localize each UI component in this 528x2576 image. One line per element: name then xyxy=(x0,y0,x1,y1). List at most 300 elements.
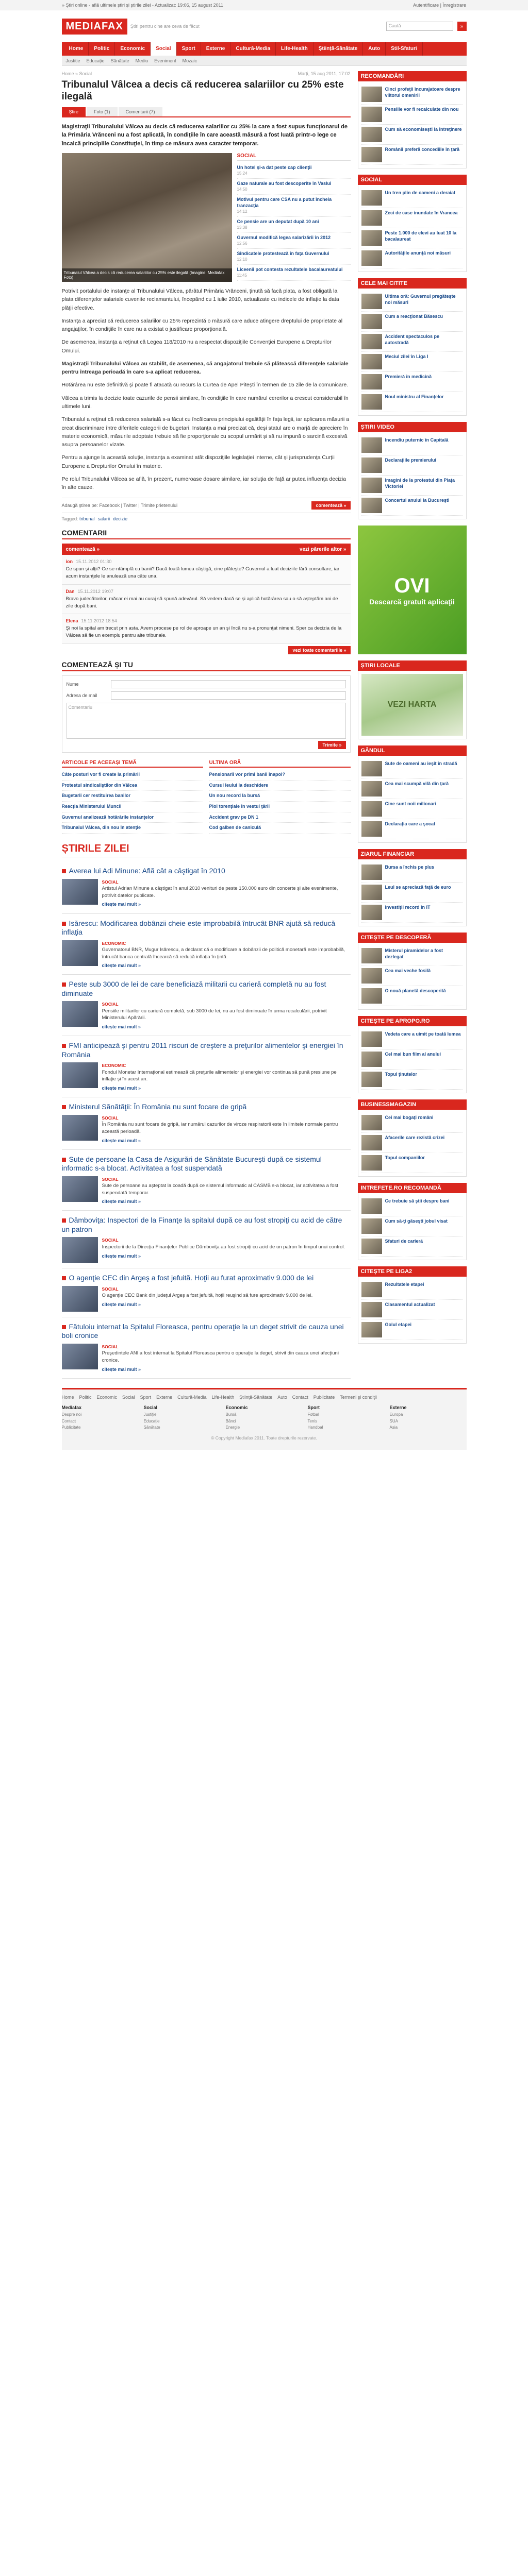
footer-link[interactable]: Contact xyxy=(292,1394,308,1400)
subnav-item-3[interactable]: Mediu xyxy=(135,58,148,63)
subnav-item-5[interactable]: Mozaic xyxy=(182,58,197,63)
sidebar-item-title[interactable]: Noul ministru al Finanţelor xyxy=(385,394,444,399)
story-category: SOCIAL xyxy=(102,1002,119,1007)
sidebar-item[interactable] xyxy=(361,105,463,125)
sidebar-item-title[interactable]: Ce trebuie să ştii despre bani xyxy=(385,1198,450,1204)
left-list-item[interactable]: Reacţia Ministerului Muncii xyxy=(62,802,203,812)
sidebar-box-aproape xyxy=(358,1016,467,1093)
read-more-link[interactable]: citește mai mult » xyxy=(102,1024,141,1030)
sidebar-item[interactable] xyxy=(361,819,463,839)
related-title[interactable]: Gaze naturale au fost descoperite în Vaslui xyxy=(237,181,332,187)
sidebar-item-title[interactable]: Cea mai scumpă vilă din ţară xyxy=(385,781,449,786)
bullet-icon xyxy=(62,1158,66,1162)
breadcrumb-path[interactable]: Home » Social xyxy=(61,71,92,76)
sidebar-item-title[interactable]: Topul companiilor xyxy=(385,1155,425,1160)
sidebar-item[interactable] xyxy=(361,799,463,819)
latest-list xyxy=(209,760,351,834)
sidebar-item[interactable] xyxy=(361,208,463,228)
view-comments-link[interactable]: vezi părerile altor » xyxy=(299,546,346,552)
sidebar-item[interactable] xyxy=(361,1133,463,1153)
read-more-link[interactable]: citește mai mult » xyxy=(102,1199,141,1205)
related-item[interactable] xyxy=(237,265,351,281)
comment-date: 15.11.2012 19:07 xyxy=(77,588,113,594)
story-item xyxy=(62,1268,351,1317)
header xyxy=(62,10,467,42)
sidebar-item-title[interactable]: Afacerile care rezistă crizei xyxy=(385,1135,445,1140)
sidebar-item[interactable] xyxy=(361,248,463,268)
left-list-item[interactable]: Câte posturi vor fi create la primării xyxy=(62,770,203,781)
sidebar-item[interactable] xyxy=(361,188,463,208)
footer-column-link[interactable]: SUA xyxy=(389,1418,398,1423)
sidebar-item[interactable] xyxy=(361,1153,463,1173)
story-item xyxy=(62,1211,351,1268)
sidebar-item-title[interactable]: Românii preferă concediile în ţară xyxy=(385,147,460,152)
thumbnail[interactable] xyxy=(361,437,382,453)
thumbnail[interactable] xyxy=(361,230,382,246)
sidebar-item[interactable] xyxy=(361,496,463,516)
sidebar-item[interactable] xyxy=(361,125,463,145)
story-summary: Inspectorii de la Direcţia Finanţelor Publice Dâmboviţa au fost stropiţi cu acid de un patron în timpul unui control. xyxy=(102,1244,345,1250)
comment-author xyxy=(66,589,346,594)
sidebar-item-title[interactable]: Zeci de case inundate în Vrancea xyxy=(385,210,458,215)
story-text xyxy=(102,1001,351,1030)
thumbnail[interactable] xyxy=(361,801,382,817)
thumbnail[interactable] xyxy=(361,821,382,837)
story-text xyxy=(102,1062,351,1092)
logo-subtitle: Știri pentru cine are ceva de făcut xyxy=(130,24,200,29)
search-input[interactable]: Caută xyxy=(386,22,453,31)
read-more-link[interactable]: citește mai mult » xyxy=(102,963,141,969)
nav-item-8[interactable]: Știință-Sănătate xyxy=(314,42,364,56)
thumbnail[interactable] xyxy=(361,190,382,206)
right-list-item[interactable]: Cod galben de caniculă xyxy=(209,823,351,834)
related-item[interactable] xyxy=(237,217,351,233)
tag-link[interactable]: decizie xyxy=(113,516,128,522)
sidebar-item[interactable] xyxy=(361,228,463,248)
paragraph: Potrivit portalului de instanţe al Tribunalului Vâlcea, pârâtul Primăria Vrănceni, ţinută să facă plata, a fost obligată la plata diferenţelor salariale cuvenite reclamantului, începând cu 1 iulie 2010, actualizate cu indicele de inflaţie la data plăţii efective. xyxy=(61,288,339,311)
read-more-link[interactable]: citește mai mult » xyxy=(102,1253,141,1259)
subnav-item-0[interactable]: Justiție xyxy=(65,58,80,63)
footer-column-link[interactable]: Fotbal xyxy=(307,1412,319,1417)
add-comment-link[interactable]: comentează » xyxy=(65,546,100,552)
related-title[interactable]: Liceenii pot contesta rezultatele bacalaureatului xyxy=(237,267,343,273)
submit-comment-button[interactable]: Trimite » xyxy=(318,741,345,749)
tag-link[interactable]: salarii xyxy=(97,516,110,522)
sidebar-item[interactable] xyxy=(361,986,463,1006)
tab-0[interactable]: Știre xyxy=(62,107,86,116)
sidebar-item[interactable] xyxy=(361,392,463,412)
nav-item-5[interactable]: Externe xyxy=(201,42,231,56)
thumbnail[interactable] xyxy=(361,968,382,984)
related-title[interactable]: Un hotel şi-a dat peste cap clienţii xyxy=(237,165,312,171)
footer-link[interactable]: Life-Health xyxy=(211,1394,235,1400)
thumbnail[interactable] xyxy=(361,354,382,369)
thumbnail[interactable] xyxy=(361,498,382,513)
sidebar-item-title[interactable]: Topul ţinutelor xyxy=(385,1072,417,1077)
footer-column-link[interactable]: Energie xyxy=(225,1425,240,1430)
story-title-text[interactable]: Isărescu: Modificarea dobânzii cheie este improbabilă întrucât BNR ajută să reducă inflaţia xyxy=(61,919,336,937)
story-title-text[interactable]: Averea lui Adi Minune: Află cât a câştigat în 2010 xyxy=(69,867,225,875)
sidebar-heading-video: ȘTIRI VIDEO xyxy=(358,422,467,432)
sidebar-item[interactable] xyxy=(361,352,463,372)
footer-link[interactable]: Externe xyxy=(156,1394,173,1400)
story-summary: În România nu sunt focare de gripă, iar numărul cazurilor de viroze respiratorii este în limitele normale pentru această perioadă. xyxy=(102,1122,338,1134)
article-photo[interactable] xyxy=(62,153,232,282)
footer-link[interactable]: Politic xyxy=(79,1394,92,1400)
comment-item xyxy=(62,585,351,615)
story-thumbnail[interactable] xyxy=(62,1344,98,1369)
sidebar-box-citite xyxy=(358,278,467,416)
sidebar-item[interactable] xyxy=(361,903,463,923)
related-time: 14:50 xyxy=(237,187,248,192)
story-title[interactable] xyxy=(62,1155,351,1173)
sidebar-item-title[interactable]: Cinci profeţii încurajatoare despre viitorul omenirii xyxy=(385,87,460,98)
sidebar-item-title[interactable]: Clasamentul actualizat xyxy=(385,1302,435,1307)
email-field[interactable] xyxy=(111,691,346,700)
thumbnail[interactable] xyxy=(361,294,382,309)
sidebar-item[interactable] xyxy=(361,759,463,779)
comment-textarea[interactable]: Comentariu xyxy=(67,703,346,739)
thumbnail[interactable] xyxy=(361,905,382,920)
sidebar-item[interactable] xyxy=(361,1113,463,1133)
story-title-text[interactable]: Peste sub 3000 de lei de care beneficiază militarii cu carieră completă nu au fost diminuate xyxy=(61,980,326,997)
left-list-item[interactable]: Guvernul analizează hotărârile instanţelor xyxy=(62,812,203,823)
sidebar-item[interactable] xyxy=(361,372,463,392)
related-item[interactable] xyxy=(237,249,351,265)
story-summary: Fondul Monetar Internaţional estimează că preţurile alimentelor şi energiei vor continua să pună presiune pe inflaţie şi în acest an. xyxy=(102,1069,337,1082)
story-thumbnail[interactable] xyxy=(62,1001,98,1027)
sidebar-item-title[interactable]: Cum să economiseşti la întreţinere xyxy=(385,127,462,132)
sidebar-item-title[interactable]: Premieră în medicină xyxy=(385,374,432,379)
left-list-item[interactable]: Protestul sindicaliştilor din Vâlcea xyxy=(62,781,203,791)
sidebar-item[interactable] xyxy=(361,332,463,352)
story-title-text[interactable]: Dâmboviţa: Inspectori de la Finanţe la spitalul după ce au fost stropiţi cu acid de către un patron xyxy=(61,1216,342,1233)
sidebar-item-title[interactable]: Cum să-ţi găseşti jobul visat xyxy=(385,1218,448,1224)
sidebar-item[interactable] xyxy=(361,1236,463,1257)
sidebar-box-pro xyxy=(358,1183,467,1260)
tab-2[interactable]: Comentarii (7) xyxy=(119,107,162,116)
story-title-text[interactable]: Ministerul Sănătăţii: În România nu sunt focare de gripă xyxy=(69,1103,247,1111)
sidebar-item[interactable] xyxy=(361,862,463,883)
thumbnail[interactable] xyxy=(361,988,382,1004)
footer-column-link[interactable]: Europa xyxy=(389,1412,403,1417)
story-title[interactable] xyxy=(62,1041,351,1059)
left-list-item[interactable]: Bugetarii cer restituirea banilor xyxy=(62,791,203,802)
story-title-text[interactable]: O agenţie CEC din Argeş a fost jefuită. Hoţii au furat aproximativ 9.000 de lei xyxy=(69,1274,314,1282)
sidebar-item-title[interactable]: Cel mai bun film al anului xyxy=(385,1052,441,1057)
sidebar-item-title[interactable]: Cine sunt noii milionari xyxy=(385,801,437,806)
footer-column-link[interactable]: Bănci xyxy=(225,1418,236,1423)
subnav-item-1[interactable]: Educație xyxy=(86,58,105,63)
article-title: Tribunalul Vâlcea a decis că reducerea salariilor cu 25% este ilegală xyxy=(61,79,344,102)
footer-link[interactable]: Auto xyxy=(277,1394,287,1400)
related-item[interactable] xyxy=(237,233,351,249)
main-nav xyxy=(62,42,467,56)
footer-link[interactable]: Home xyxy=(61,1394,74,1400)
footer-link[interactable]: Termeni şi condiţii xyxy=(340,1394,377,1400)
comment-button[interactable]: comentează » xyxy=(311,501,350,510)
sidebar-item[interactable] xyxy=(361,946,463,966)
sidebar-item[interactable] xyxy=(361,84,463,105)
sidebar-item-title[interactable]: Cum a reacţionat Băsescu xyxy=(385,314,443,319)
sidebar-item[interactable] xyxy=(361,455,463,476)
sidebar-item[interactable] xyxy=(361,779,463,799)
bullet-icon xyxy=(62,1218,66,1223)
logo-text[interactable]: MEDIAFAX xyxy=(62,19,127,35)
related-item[interactable] xyxy=(237,195,351,217)
related-time: 14:12 xyxy=(237,209,248,214)
story-summary: Pensiile militarilor cu carieră completă, sub 3000 de lei, nu au fost diminuate în urma recalculării, potrivit Ministerului Apărării. xyxy=(102,1008,327,1021)
thumbnail[interactable] xyxy=(361,1282,382,1297)
subnav-item-4[interactable]: Eveniment xyxy=(154,58,176,63)
right-list-item[interactable]: Pensionarii vor primi banii înapoi? xyxy=(209,770,351,781)
footer-column-link[interactable]: Asia xyxy=(389,1425,398,1430)
footer-column-link[interactable]: Justiţie xyxy=(143,1412,157,1417)
tab-1[interactable]: Foto (1) xyxy=(87,107,118,116)
thumbnail[interactable] xyxy=(361,127,382,142)
story-category: ECONOMIC xyxy=(102,1063,126,1069)
thumbnail[interactable] xyxy=(361,478,382,493)
sidebar-item-title[interactable]: Ultima oră: Guvernul pregăteşte noi măsuri xyxy=(385,294,456,305)
sidebar-item-title[interactable]: Sfaturi de carieră xyxy=(385,1239,423,1244)
read-more-link[interactable]: citește mai mult » xyxy=(102,1138,141,1143)
comments-list xyxy=(62,555,351,644)
right-list-item[interactable]: Accident grav pe DN 1 xyxy=(209,812,351,823)
footer-column-link[interactable]: Handbal xyxy=(307,1425,323,1430)
sidebar-item[interactable] xyxy=(361,312,463,332)
search-button[interactable]: » xyxy=(457,22,467,31)
bullet-icon xyxy=(62,1276,66,1280)
subnav-item-2[interactable]: Sănătate xyxy=(110,58,129,63)
sidebar-heading-descopera: CITEȘTE PE DESCOPERĂ xyxy=(358,933,467,943)
thumbnail[interactable] xyxy=(361,1155,382,1171)
footer-column-link[interactable]: Tenis xyxy=(307,1418,318,1423)
latest-heading: ULTIMA ORĂ xyxy=(209,760,351,768)
comment-text: Bravo judecătorilor, măcar ei mai au curaj să spună adevărul. Să vedem dacă se şi aplică hotărârea sau o să aşteptăm ani de zile după bani. xyxy=(65,596,338,609)
related-title[interactable]: Guvernul modifică legea salarizării în 2012 xyxy=(237,235,331,241)
all-comments-button[interactable]: vezi toate comentariile » xyxy=(288,646,350,654)
footer-column-link[interactable]: Bursă xyxy=(225,1412,237,1417)
thumbnail[interactable] xyxy=(361,210,382,226)
sidebar-item-title[interactable]: Leul se apreciază faţă de euro xyxy=(385,885,451,890)
ad-text[interactable]: Descarcă gratuit aplicaţii xyxy=(369,597,455,606)
thumbnail[interactable] xyxy=(361,147,382,162)
right-list-item[interactable]: Un nou record la bursă xyxy=(209,791,351,802)
ad-banner[interactable] xyxy=(358,526,467,654)
sidebar-item-title[interactable]: Misterul piramidelor a fost dezlegat xyxy=(385,948,443,959)
sidebar-item[interactable] xyxy=(361,476,463,496)
sidebar-item-title[interactable]: Peste 1.000 de elevi au luat 10 la bacalaureat xyxy=(385,230,457,242)
sidebar-box-ad xyxy=(358,526,467,654)
thumbnail[interactable] xyxy=(361,250,382,266)
thumbnail[interactable] xyxy=(361,1302,382,1317)
article-tabs xyxy=(62,107,351,117)
footer-link[interactable]: Știință-Sănătate xyxy=(239,1394,273,1400)
thumbnail[interactable] xyxy=(361,865,382,880)
sidebar-item[interactable] xyxy=(361,1070,463,1090)
thumbnail[interactable] xyxy=(361,314,382,329)
sidebar-item[interactable] xyxy=(361,883,463,903)
sidebar-item[interactable] xyxy=(361,1280,463,1300)
related-title[interactable]: Sindicatele protestează în faţa Guvernului xyxy=(237,251,329,257)
thumbnail[interactable] xyxy=(361,761,382,776)
sidebar-item-title[interactable]: Rezultatele etapei xyxy=(385,1282,424,1287)
read-more-link[interactable]: citește mai mult » xyxy=(102,1302,141,1308)
thumbnail[interactable] xyxy=(361,1072,382,1087)
story-category: SOCIAL xyxy=(102,1286,119,1292)
tag-link[interactable]: tribunal xyxy=(79,516,95,522)
sidebar-item-title[interactable]: Declaraţiile premierului xyxy=(385,457,437,463)
related-title[interactable]: Ce pensie are un deputat după 10 ani xyxy=(237,219,319,225)
read-more-link[interactable]: citește mai mult » xyxy=(102,1366,141,1372)
left-list-item[interactable]: Tribunalul Vâlcea, din nou în atenţie xyxy=(62,823,203,834)
thumbnail[interactable] xyxy=(361,948,382,963)
sidebar-item-title[interactable]: Incendiu puternic în Capitală xyxy=(385,437,449,443)
story-thumbnail[interactable] xyxy=(62,879,98,905)
sidebar-item-title[interactable]: Cea mai veche fosilă xyxy=(385,968,431,973)
sidebar-item-title[interactable]: Meciul zilei în Liga I xyxy=(385,354,428,359)
map-link[interactable]: VEZI HARTA xyxy=(361,674,463,736)
related-title[interactable]: Motivul pentru care CSA nu a putut încheia tranzacţia xyxy=(237,197,332,208)
sidebar-box-video xyxy=(358,422,467,519)
story-thumbnail[interactable] xyxy=(62,1286,98,1312)
story-title[interactable] xyxy=(62,1323,351,1341)
footer-column-link[interactable]: Contact xyxy=(61,1418,76,1423)
sidebar-item[interactable] xyxy=(361,1320,463,1340)
thumbnail[interactable] xyxy=(361,394,382,410)
sidebar-item[interactable] xyxy=(361,1196,463,1216)
sidebar-item-title[interactable]: Concertul anului la Bucureşti xyxy=(385,498,450,503)
thumbnail[interactable] xyxy=(361,1031,382,1047)
story-title[interactable] xyxy=(62,1216,351,1234)
thumbnail[interactable] xyxy=(361,1239,382,1254)
sidebar-item-title[interactable]: Pensiile vor fi recalculate din nou xyxy=(385,107,459,112)
sidebar-item-title[interactable]: Autorităţile anunţă noi măsuri xyxy=(385,250,451,256)
sidebar-item-title[interactable]: Imagini de la protestul din Piaţa Victoriei xyxy=(385,478,455,489)
nav-item-10[interactable]: Stil-Sfaturi xyxy=(386,42,423,56)
paragraph: Vâlcea a trimis la decizie toate cazurile de pensii similare, în condiţiile în care numărul cererilor a crescut considerabil în ultimele luni. xyxy=(61,395,349,410)
thumbnail[interactable] xyxy=(361,334,382,349)
read-more-link[interactable]: citește mai mult » xyxy=(102,1086,141,1091)
bullet-icon xyxy=(62,1044,66,1048)
footer-column-link[interactable]: Sănătate xyxy=(143,1425,160,1430)
sidebar-item-title[interactable]: Bursa a închis pe plus xyxy=(385,865,435,870)
comment-text: Ce spun şi alţii? Ce se-ntâmplă cu banii? Dacă toată lumea câştigă, cine plăteşte? Guvernul a luat deciziile fără consultare, iar acum instanţele le anulează una câte una. xyxy=(65,566,340,580)
right-list-item[interactable]: Cursul leului la deschidere xyxy=(209,781,351,791)
nav-item-7[interactable]: Life-Health xyxy=(276,42,314,56)
sidebar-item-title[interactable]: Golul etapei xyxy=(385,1322,412,1327)
sidebar-item-title[interactable]: Un tren plin de oameni a deraiat xyxy=(385,190,456,195)
paragraph: Tribunalul a reţinut că reducerea salarială s-a făcut cu încălcarea principiului egalităţii în faţa legii, iar aplicarea măsurii a creat discriminare între diferitele categorii de bugetari. Instanţa a mai precizat că, deşi statul are o marjă de apreciere în materie economică, măsurile adoptate trebuie să fie proporţionale cu scopul urmărit şi să nu impună o sarcină excesivă asupra persoanelor vizate. xyxy=(61,416,350,448)
footer-link[interactable]: Cultură-Media xyxy=(177,1394,207,1400)
thumbnail[interactable] xyxy=(361,1198,382,1214)
footer-column xyxy=(144,1405,221,1431)
story-thumbnail[interactable] xyxy=(62,1115,98,1141)
story-thumbnail[interactable] xyxy=(62,1176,98,1202)
story-title[interactable] xyxy=(62,1103,351,1112)
thumbnail[interactable] xyxy=(361,1135,382,1150)
story-title[interactable] xyxy=(62,867,351,876)
story-title[interactable] xyxy=(62,980,351,998)
story-thumbnail[interactable] xyxy=(62,940,98,966)
story-title[interactable] xyxy=(62,1274,351,1283)
sidebar-item-title[interactable]: Investiţii record în IT xyxy=(385,905,431,910)
story-item xyxy=(62,1317,351,1379)
sidebar-item[interactable] xyxy=(361,1049,463,1070)
nav-item-4[interactable]: Sport xyxy=(177,42,201,56)
read-more-link[interactable]: citește mai mult » xyxy=(102,902,141,907)
sidebar-item[interactable] xyxy=(361,1216,463,1236)
sidebar-item[interactable] xyxy=(361,435,463,455)
footer-column-link[interactable]: Educaţie xyxy=(143,1418,160,1423)
sidebar-item-title[interactable]: Sute de oameni au ieşit în stradă xyxy=(385,761,457,766)
nav-item-3[interactable]: Social xyxy=(151,42,176,56)
right-list-item[interactable]: Ploi torenţiale în vestul ţării xyxy=(209,802,351,812)
nav-item-0[interactable]: Home xyxy=(64,42,89,56)
name-field[interactable] xyxy=(111,680,346,688)
login-links[interactable]: Autentificare | Înregistrare xyxy=(413,2,466,8)
logo[interactable] xyxy=(62,19,200,35)
related-item[interactable] xyxy=(237,179,351,195)
sidebar-item-title[interactable]: Vedeta care a uimit pe toată lumea xyxy=(385,1031,461,1037)
thumbnail[interactable] xyxy=(361,457,382,473)
footer-link[interactable]: Economic xyxy=(96,1394,118,1400)
nav-item-9[interactable]: Auto xyxy=(363,42,386,56)
sidebar-item-title[interactable]: O nouă planetă descoperită xyxy=(385,988,446,993)
thumbnail[interactable] xyxy=(361,107,382,122)
thumbnail[interactable] xyxy=(361,885,382,900)
comments-heading: COMENTARII xyxy=(62,529,351,539)
thumbnail[interactable] xyxy=(361,374,382,389)
story-title-text[interactable]: FMI anticipează şi pentru 2011 riscuri de creştere a preţurilor alimentelor şi energiei în România xyxy=(61,1041,343,1059)
footer-link[interactable]: Sport xyxy=(140,1394,152,1400)
thumbnail[interactable] xyxy=(361,1218,382,1234)
thumbnail[interactable] xyxy=(361,1322,382,1337)
sidebar-item-title[interactable]: Declaraţia care a şocat xyxy=(385,821,436,826)
sidebar-heading-citite: CELE MAI CITITE xyxy=(358,278,467,289)
footer-column-link[interactable]: Publicitate xyxy=(61,1425,81,1430)
footer-link[interactable]: Publicitate xyxy=(313,1394,335,1400)
thumbnail[interactable] xyxy=(361,1115,382,1130)
thumbnail[interactable] xyxy=(361,87,382,102)
sidebar-item[interactable] xyxy=(361,1029,463,1049)
share-links[interactable]: Adaugă ştirea pe: Facebook | Twitter | Trimite prietenului xyxy=(61,503,178,509)
story-thumbnail[interactable] xyxy=(62,1237,98,1263)
nav-item-6[interactable]: Cultură-Media xyxy=(230,42,276,56)
nav-item-1[interactable]: Politic xyxy=(89,42,115,56)
sidebar-item-title[interactable]: Cei mai bogaţi români xyxy=(385,1115,434,1120)
story-title[interactable] xyxy=(62,919,351,937)
story-title-text[interactable]: Sute de persoane la Casa de Asigurări de Sănătate Bucureşti după ce sistemul informatic s-a blocat. Activitatea a fost suspendată xyxy=(61,1155,322,1173)
sidebar-item[interactable] xyxy=(361,292,463,312)
related-item[interactable] xyxy=(237,163,351,179)
bullet-icon xyxy=(62,869,66,873)
nav-item-2[interactable]: Economic xyxy=(115,42,151,56)
thumbnail[interactable] xyxy=(361,1052,382,1067)
story-thumbnail[interactable] xyxy=(62,1062,98,1088)
footer-link[interactable]: Social xyxy=(122,1394,135,1400)
footer-column-link[interactable]: Despre noi xyxy=(61,1412,82,1417)
sidebar-item[interactable] xyxy=(361,1300,463,1320)
thumbnail[interactable] xyxy=(361,781,382,796)
ad-title[interactable]: OVI xyxy=(394,574,430,597)
story-title-text[interactable]: Fătuloiu internat la Spitalul Floreasca, pentru operaţie la un deget strivit de cauza unei boli cronice xyxy=(61,1322,344,1340)
sidebar-item[interactable] xyxy=(361,145,463,165)
top-stories-heading: ȘTIRILE ZILEI xyxy=(62,843,351,857)
sidebar-item-title[interactable]: Accident spectaculos pe autostradă xyxy=(385,334,440,345)
article-body xyxy=(62,287,351,492)
sidebar-item[interactable] xyxy=(361,966,463,986)
